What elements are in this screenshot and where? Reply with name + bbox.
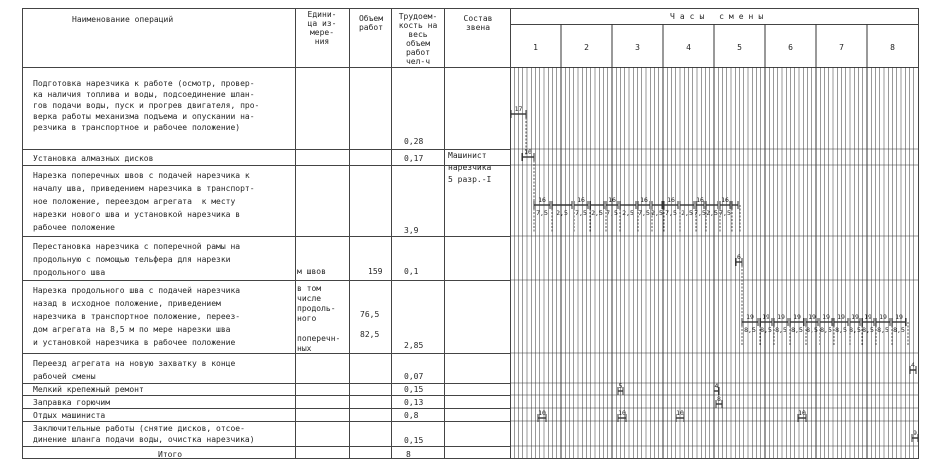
transverse-cut-bottom-label: 7,5 (536, 209, 548, 217)
longitudinal-cut-bottom-label: 8,5 (820, 326, 832, 334)
row-10-name: Заключительные работы (снятие дисков, отсое- динение шланга подачи воды, очистка нарезчика) (33, 424, 255, 444)
rest-top-label: 10 (676, 409, 684, 417)
row-5-unit: в том числе продоль- ного поперечн- ных (297, 284, 341, 353)
hour-number-label: 5 (737, 43, 742, 52)
row-5-labor: 2,85 (404, 341, 424, 350)
row-7-labor: 0,15 (404, 385, 424, 394)
row-6-name: Переезд агрегата на новую захватку в конце рабочей смены (33, 359, 236, 381)
row-7-name: Мелкий крепежный ремонт (33, 385, 144, 394)
rest-top-label: 10 (798, 409, 806, 417)
longitudinal-cut-top-label: 19 (793, 313, 801, 321)
row-3-name: Нарезка поперечных швов с подачей нарезчика к началу шва, приведением нарезчика в транспорт- ное положение, переездом агрегата к месту нарезки нового шва и установкой нарезчика в рабочее положение (33, 171, 255, 232)
hour-number-label: 1 (533, 43, 538, 52)
hour-number-label: 7 (839, 43, 844, 52)
longitudinal-cut-bottom-label: 8,5 (862, 326, 874, 334)
transverse-cut-top-label: 16 (696, 196, 704, 204)
repair-top-label: 4 (714, 382, 719, 390)
total-value: 8 (406, 450, 411, 459)
transverse-cut-top-label: 16 (538, 196, 546, 204)
prep-top-label: 17 (514, 105, 523, 113)
header-operation: Наименование операций (72, 15, 174, 24)
transverse-cut-bottom-label: 2,5 (556, 209, 568, 217)
row-2-labor: 0,17 (404, 154, 424, 163)
longitudinal-cut-top-label: 19 (777, 313, 785, 321)
fuel-top-label: 8 (717, 395, 721, 403)
move-top-label: 4 (911, 361, 915, 369)
longitudinal-cut-bottom-label: 8,5 (893, 326, 905, 334)
transverse-cut-top-label: 16 (577, 196, 585, 204)
hour-number-label: 6 (788, 43, 793, 52)
longitudinal-cut-bottom-label: 8,5 (744, 326, 756, 334)
transverse-cut-bottom-label: 2,5 (651, 209, 663, 217)
longitudinal-cut-top-label: 19 (808, 313, 816, 321)
transverse-cut-bottom-label: 7,5 (665, 209, 677, 217)
longitudinal-cut-bottom-label: 8,5 (806, 326, 818, 334)
hour-number-label: 2 (584, 43, 589, 52)
longitudinal-cut-bottom-label: 8,5 (849, 326, 861, 334)
header-crew: Состав звена (463, 14, 493, 32)
longitudinal-cut-top-label: 19 (879, 313, 887, 321)
transverse-cut-top-label: 16 (640, 196, 648, 204)
row-1-labor: 0,28 (404, 137, 424, 146)
row-4-name: Перестановка нарезчика с поперечной рамы на продольную с помощью тельфера для нарезки продольного шва (33, 242, 241, 277)
row-8-labor: 0,13 (404, 398, 424, 407)
row-9-name: Отдых машиниста (33, 411, 106, 420)
hour-number-label: 8 (890, 43, 895, 52)
crew-text: Машинист нарезчика 5 разр.-I (448, 151, 492, 184)
row-4-volume: 159 (368, 267, 383, 276)
longitudinal-cut-top-label: 19 (851, 313, 859, 321)
transverse-cut-bottom-label: 2,5 (706, 209, 718, 217)
transverse-cut-top-label: 16 (608, 196, 616, 204)
hour-number-label: 4 (686, 43, 691, 52)
longitudinal-cut-top-label: 19 (746, 313, 754, 321)
rest-top-label: 10 (618, 409, 626, 417)
header-unit: Едини- ца из- мере- ния (307, 10, 337, 46)
transverse-cut-bottom-label: 7,5 (694, 209, 706, 217)
repair-top-label: 5 (618, 382, 623, 390)
longitudinal-cut-top-label: 19 (837, 313, 845, 321)
longitudinal-cut-top-label: 19 (822, 313, 830, 321)
header-volume: Объем работ (358, 14, 384, 32)
row-4-unit: м швов (297, 267, 326, 276)
transverse-cut-bottom-label: 7,5 (606, 209, 618, 217)
longitudinal-cut-top-label: 19 (864, 313, 872, 321)
row-2-name: Установка алмазных дисков (33, 154, 154, 163)
row-5-name: Нарезка продольного шва с подачей нарезчика назад в исходное положение, приведением нарезчика в транспортное положение, переез- дом агрегата на 8,5 м по мере нарезки шва и установкой нарезчика в рабочее положение (33, 286, 241, 347)
longitudinal-cut-bottom-label: 8,5 (760, 326, 772, 334)
longitudinal-cut-bottom-label: 8,5 (791, 326, 803, 334)
hour-number-label: 3 (635, 43, 640, 52)
row-9-labor: 0,8 (404, 411, 419, 420)
header-labor-text: Трудоем- кость на весь объем работ чел-ч (398, 12, 438, 66)
transverse-cut-top-label: 16 (721, 196, 729, 204)
header-hours: Часы смены (670, 12, 769, 21)
transverse-cut-bottom-label: 7,5 (719, 209, 731, 217)
discs-top-label: 10 (524, 148, 532, 156)
longitudinal-cut-bottom-label: 8,5 (877, 326, 889, 334)
row-1-name: Подготовка нарезчика к работе (осмотр, провер- ка наличия топлива и воды, подсоединение шлан- гов подачи воды, пуск и прогрев двигателя, про- верка работы механизма подъема и опускании на- резчика в транспортное и рабочее положение) (33, 79, 260, 132)
rest-top-label: 10 (538, 409, 546, 417)
transverse-cut-bottom-label: 2,5 (591, 209, 603, 217)
longitudinal-cut-top-label: 19 (895, 313, 903, 321)
longitudinal-cut-top-label: 19 (762, 313, 770, 321)
longitudinal-cut-bottom-label: 8,5 (835, 326, 847, 334)
transverse-cut-bottom-label: 2,5 (681, 209, 693, 217)
row-5-volume: 76,5 82,5 (360, 310, 380, 339)
transverse-cut-bottom-label: 7,5 (638, 209, 650, 217)
reposition-top-label: 6 (737, 253, 741, 261)
transverse-cut-bottom-label: 7,5 (575, 209, 587, 217)
transverse-cut-top-label: 16 (667, 196, 675, 204)
total-label: Итого (158, 450, 183, 459)
row-4-labor: 0,1 (404, 267, 419, 276)
row-3-labor: 3,9 (404, 226, 419, 235)
longitudinal-cut-bottom-label: 8,5 (775, 326, 787, 334)
row-6-labor: 0,07 (404, 372, 424, 381)
transverse-cut-bottom-label: 2,5 (622, 209, 634, 217)
row-8-name: Заправка горючим (33, 398, 111, 407)
row-10-labor: 0,15 (404, 436, 424, 445)
final-top-label: 9 (913, 429, 917, 437)
